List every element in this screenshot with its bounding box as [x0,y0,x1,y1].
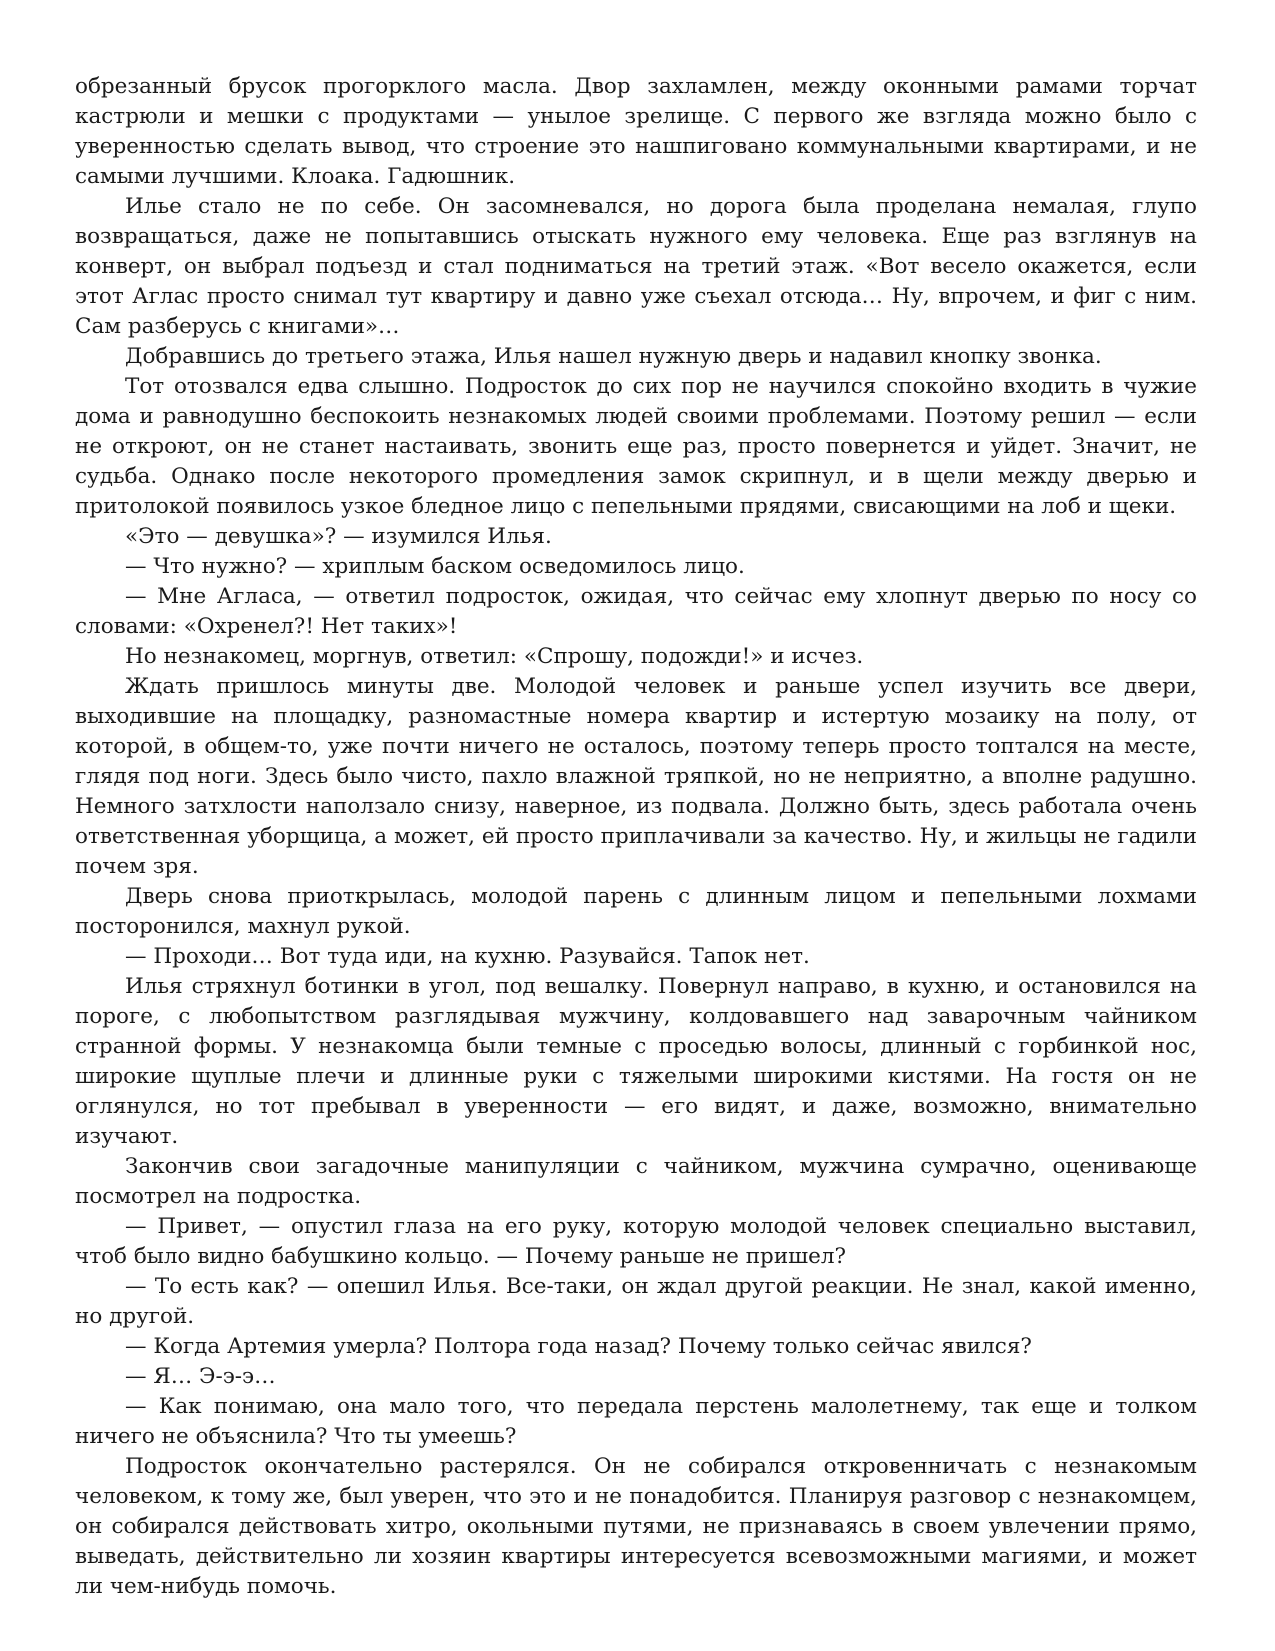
paragraph-8: Но незнакомец, моргнув, ответил: «Спрошу, подожди!» и исчез. [125,644,864,669]
paragraph-4: Тот отозвался едва слышно. Подросток до сих пор не научился спокойно входить в чужие дома и равнодушно беспокоить незнакомых людей своими проблемами. Поэтому решил — если не откроют, он не станет настаивать, звонить еще раз, просто повернется и уйдет. Значит, не судьба. Однако после некоторого промедления замок скрипнул, и в щели между дверью и притолокой появилось узкое бледное лицо с пепельными прядями, свисающими на лоб и щеки. [75,374,1197,519]
paragraph-12: Илья стряхнул ботинки в угол, под вешалку. Повернул направо, в кухню, и остановился на пороге, с любопытством разглядывая мужчину, колдовавшего над заварочным чайником странной формы. У незнакомца были темные с проседью волосы, длинный с горбинкой нос, широкие щуплые плечи и длинные руки с тяжелыми широкими кистями. На гостя он не оглянулся, но тот пребывал в уверенности — его видят, и даже, возможно, внимательно изучают. [75,974,1197,1149]
paragraph-19: Подросток окончательно растерялся. Он не собирался откровенничать с незнакомым человеком, к тому же, был уверен, что это и не понадобится. Планируя разговор с незнакомцем, он собирался действовать хитро, окольными путями, не признаваясь в своем увлечении прямо, выведать, действительно ли хозяин квартиры интересуется всевозможными магиями, и может ли чем-нибудь помочь. [75,1454,1197,1599]
paragraph-18: — Как понимаю, она мало того, что передала перстень малолетнему, так еще и толком ничего не объяснила? Что ты умеешь? [75,1394,1197,1449]
paragraph-9: Ждать пришлось минуты две. Молодой человек и раньше успел изучить все двери, выходившие на площадку, разномастные номера квартир и истертую мозаику на полу, от которой, в общем-то, уже почти ничего не осталось, поэтому теперь просто топтался на месте, глядя под ноги. Здесь было чисто, пахло влажной тряпкой, но не неприятно, а вполне радушно. Немного затхлости наползало снизу, наверное, из подвала. Должно быть, здесь работала очень ответственная уборщица, а может, ей просто приплачивали за качество. Ну, и жильцы не гадили почем зря. [75,674,1197,879]
paragraph-7: — Мне Агласа, — ответил подросток, ожидая, что сейчас ему хлопнут дверью по носу со словами: «Охренел?! Нет таких»! [75,584,1197,639]
paragraph-1: обрезанный брусок прогорклого масла. Двор захламлен, между оконными рамами торчат кастрюли и мешки с продуктами — унылое зрелище. С первого же взгляда можно было с уверенностью сделать вывод, что строение это нашпиговано коммунальными квартирами, и не самыми лучшими. Клоака. Гадюшник. [75,74,1197,189]
paragraph-6: — Что нужно? — хриплым баском осведомилось лицо. [125,554,745,579]
book-page [75,72,1197,1602]
paragraph-10: Дверь снова приоткрылась, молодой парень с длинным лицом и пепельными лохмами посторонился, махнул рукой. [75,884,1197,939]
paragraph-16: — Когда Артемия умерла? Полтора года назад? Почему только сейчас явился? [125,1334,1032,1359]
paragraph-2: Илье стало не по себе. Он засомневался, но дорога была проделана немалая, глупо возвращаться, даже не попытавшись отыскать нужного ему человека. Еще раз взглянув на конверт, он выбрал подъезд и стал подниматься на третий этаж. «Вот весело окажется, если этот Аглас просто снимал тут квартиру и давно уже съехал отсюда… Ну, впрочем, и фиг с ним. Сам разберусь с книгами»… [75,194,1197,339]
paragraph-11: — Проходи… Вот туда иди, на кухню. Разувайся. Тапок нет. [125,944,810,969]
paragraph-13: Закончив свои загадочные манипуляции с чайником, мужчина сумрачно, оценивающе посмотрел на подростка. [75,1154,1197,1209]
paragraph-17: — Я… Э-э-э… [125,1364,276,1389]
paragraph-5: «Это — девушка»? — изумился Илья. [125,524,552,549]
paragraph-15: — То есть как? — опешил Илья. Все-таки, он ждал другой реакции. Не знал, какой именно, но другой. [75,1274,1197,1329]
paragraph-3: Добравшись до третьего этажа, Илья нашел нужную дверь и надавил кнопку звонка. [125,344,1102,369]
paragraph-14: — Привет, — опустил глаза на его руку, которую молодой человек специально выставил, чтоб было видно бабушкино кольцо. — Почему раньше не пришел? [75,1214,1197,1269]
